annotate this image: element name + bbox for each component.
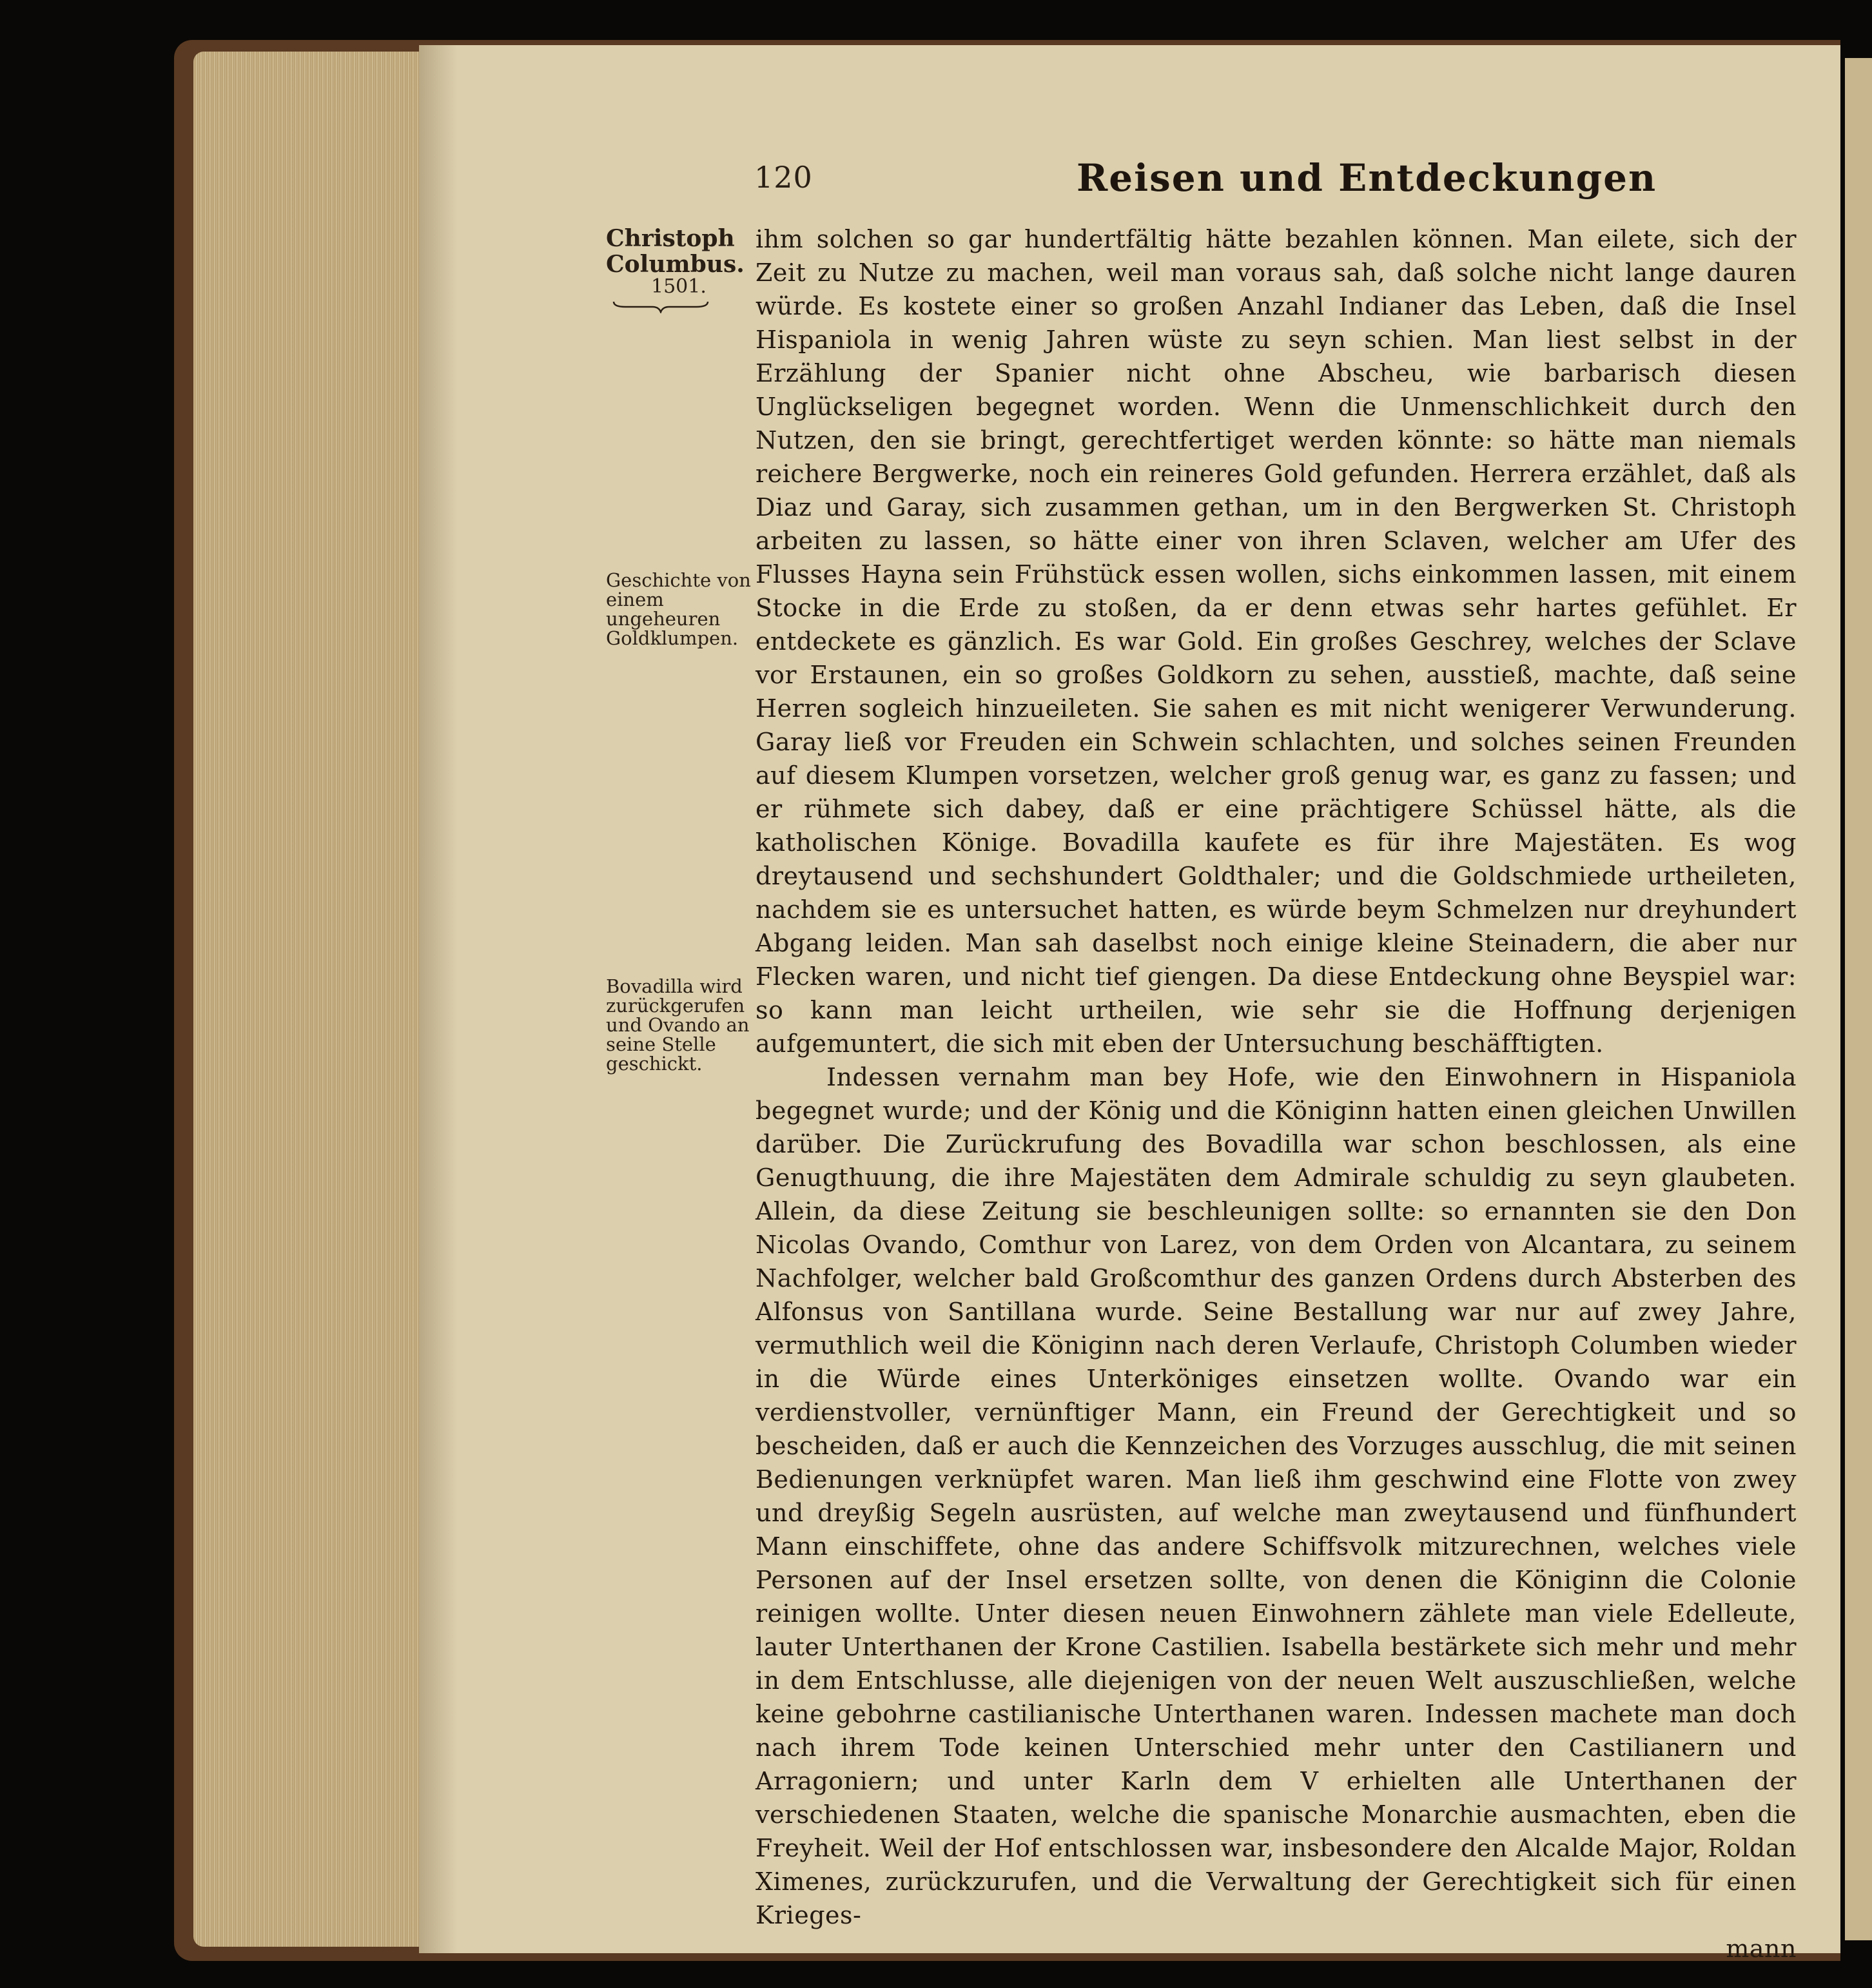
running-head bbox=[754, 156, 1837, 205]
paragraph-2: Indessen vernahm man bey Hofe, wie den Einwohnern in Hispaniola begegnet wurde; und der König und die Königinn hatten einen gleichen Unwillen darüber. Die Zurückrufung des Bovadilla war schon beschlossen, als eine Genugthuung, die ihre Majestäten dem Admirale schuldig zu seyn glaubeten. Allein, da diese Zeitung sie beschleunigen sollte: so ernannten sie den Don Nicolas Ovando, Comthur von Larez, von dem Orden von Alcantara, zu seinem Nachfolger, welcher bald Großcomthur des ganzen Ordens durch Absterben des Alfonsus von Santillana wurde. Seine Bestallung war nur auf zwey Jahre, vermuthlich weil die Königinn nach deren Verlaufe, Christoph Columben wieder in die Würde eines Unterköniges einsetzen wollte. Ovando war ein verdienstvoller, vernünftiger Mann, ein Freund der Gerechtigkeit und so bescheiden, daß er auch die Kennzeichen des Vorzuges ausschlug, die mit seinen Bedienungen verknüpfet waren. Man ließ ihm geschwind eine Flotte von zwey und dreyßig Segeln ausrüsten, auf welche man zweytausend und fünfhundert Mann einschiffete, ohne das andere Schiffsvolk mitzurechnen, welches viele Personen auf der Insel ersetzen sollte, von denen die Königinn die Colonie reinigen wollte. Unter diesen neuen Einwohnern zählete man viele Edelleute, lauter Unterthanen der Krone Castilien. Isabella bestärkete sich mehr und mehr in dem Entschlusse, alle diejenigen von der neuen Welt auszuschließen, welche keine gebohrne castilianische Unterthanen waren. Indessen machete man doch nach ihrem Tode keinen Unterschied mehr unter den Castilianern und Arragoniern; und unter Karln dem V erhielten alle Unterthanen der verschiedenen Staaten, welche die spanische Monarchie ausmachten, eben die Freyheit. Weil der Hof entschlossen war, insbesondere den Alcalde Major, Roldan Ximenes, zurückzurufen, und die Verwaltung der Gerechtigkeit sich für einen Krieges- bbox=[756, 1063, 1797, 1929]
margin-name-line1: Christoph bbox=[606, 225, 735, 252]
brace-ornament bbox=[612, 299, 709, 313]
paragraph-1: ihm solchen so gar hundertfältig hätte bezahlen können. Man eilete, sich der Zeit zu Nutze zu machen, weil man voraus sah, daß solche nicht lange dauren würde. Es kostete einer so großen Anzahl Indianer das Leben, daß die Insel Hispaniola in wenig Jahren wüste zu seyn schien. Man liest selbst in der Erzählung der Spanier nicht ohne Abscheu, wie barbarisch diesen Unglückseligen begegnet worden. Wenn die Unmenschlichkeit durch den Nutzen, den sie bringt, gerechtfertiget werden könnte: so hätte man niemals reichere Bergwerke, noch ein reineres Gold gefunden. Herrera erzählet, daß als Diaz und Garay, sich zusammen gethan, um in den Bergwerken St. Christoph arbeiten zu lassen, so hätte einer von ihren Sclaven, welcher am Ufer des Flusses Hayna sein Frühstück essen wollen, sichs einkommen lassen, mit einem Stocke in die Erde zu stoßen, da er denn etwas sehr hartes gefühlet. Er entdeckete es gänzlich. Es war Gold. Ein großes Geschrey, welches der Sclave vor Erstaunen, ein so großes Goldkorn zu sehen, ausstieß, machte, daß seine Herren sogleich hinzueileten. Sie sahen es mit nicht wenigerer Verwunderung. Garay ließ vor Freuden ein Schwein schlachten, und solches seinen Freunden auf diesem Klumpen vorsetzen, welcher groß genug war, es ganz zu fassen; und er rühmete sich dabey, daß er eine prächtigere Schüssel hätte, als die katholischen Könige. Bovadilla kaufete es für ihre Majestäten. Es wog dreytausend und sechshundert Goldthaler; und die Goldschmiede urtheileten, nachdem sie es untersuchet hatten, es würde beym Schmelzen nur dreyhundert Abgang leiden. Man sah daselbst noch einige kleine Steinadern, die aber nur Flecken waren, und nicht tief giengen. Da diese Entdeckung ohne Beyspiel war: so kann man leicht urtheilen, wie sehr sie die Hoffnung derjenigen aufgemuntert, die sich mit eben der Untersuchung beschäfftigten. bbox=[756, 225, 1797, 1058]
margin-note-bovadilla bbox=[606, 977, 754, 1073]
margin-year: 1501. bbox=[651, 275, 707, 298]
page-number: 120 bbox=[754, 160, 813, 195]
page-edges bbox=[193, 52, 438, 1947]
margin-note-gold bbox=[606, 570, 754, 648]
page-title: Reisen und Entdeckungen bbox=[1077, 156, 1657, 200]
body-text bbox=[756, 222, 1797, 1965]
margin-name-line2: Columbus. bbox=[606, 251, 745, 278]
catchword: mann bbox=[1726, 1934, 1797, 1963]
margin-note-topic bbox=[606, 226, 754, 313]
margin-note-gold-text: Geschichte von einem ungeheuren Goldklumpen. bbox=[606, 569, 751, 649]
facing-page-edge bbox=[1845, 58, 1872, 1940]
margin-note-bovadilla-text: Bovadilla wird zurückgerufen und Ovando an seine Stelle geschickt. bbox=[606, 975, 750, 1075]
